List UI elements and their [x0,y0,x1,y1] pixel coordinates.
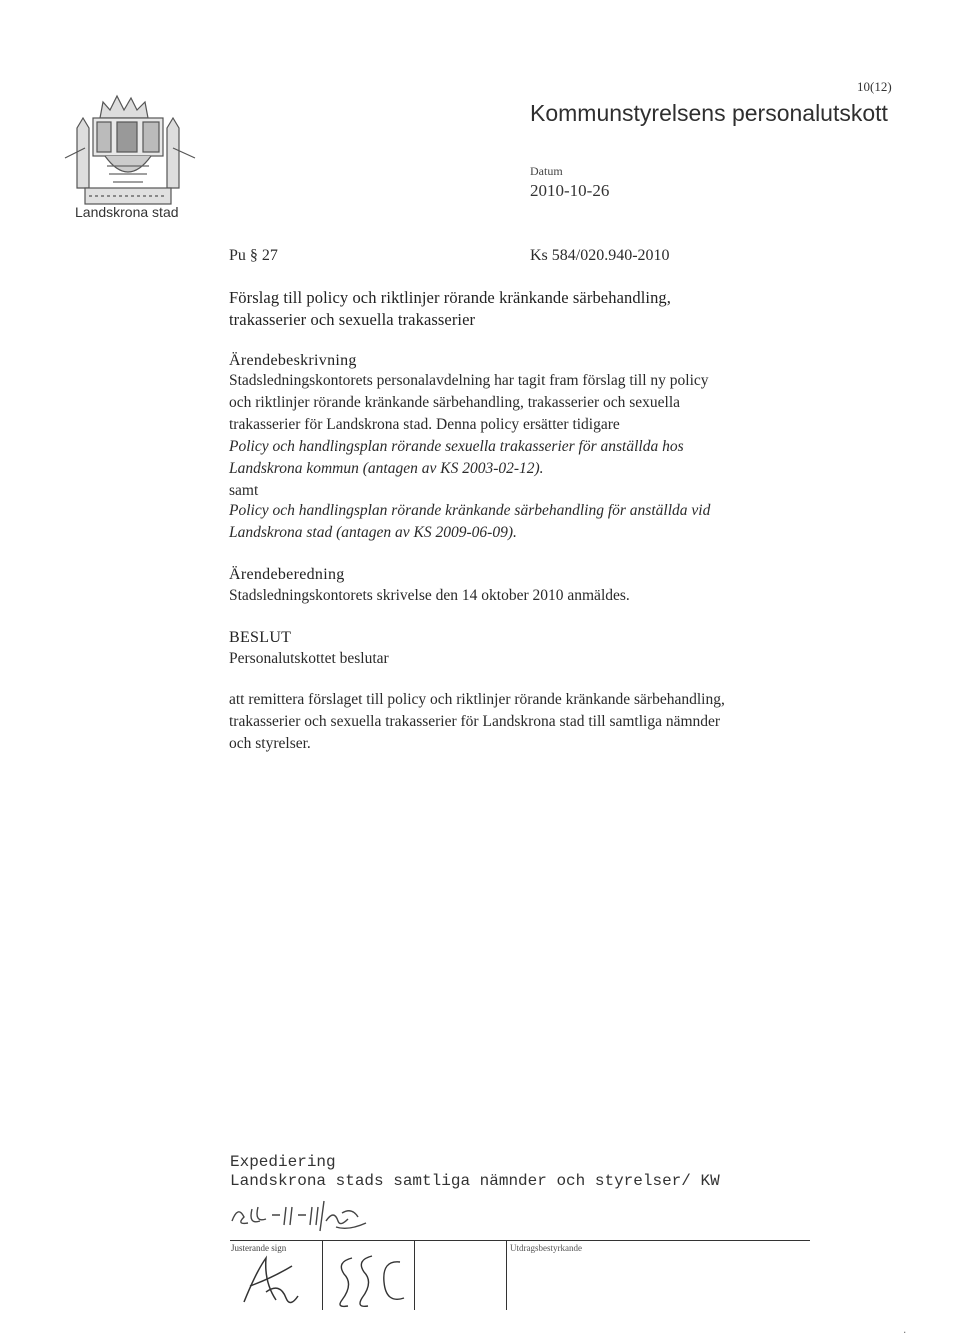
title-line-1: Förslag till policy och riktlinjer rörande kränkande särbehandling, [229,288,671,307]
policy-2-line-1: Policy och handlingsplan rörande kränkande särbehandling för anställda vid [229,502,711,519]
handwritten-date-icon [228,1195,378,1235]
signature-2-icon [330,1248,410,1314]
dispatch-label: Expediering [230,1153,336,1171]
logo-text: Landskrona stad [75,204,179,220]
policy-1-line-2: Landskrona kommun (antagen av KS 2003-02-12). [229,460,544,477]
decision-att-line-2: trakasserier och sexuella trakasserier för Landskrona stad till samtliga nämnder [229,713,721,730]
decision-heading: BESLUT [229,629,292,646]
decision-att-line-1: att remittera förslaget till policy och riktlinjer rörande kränkande särbehandling, [229,691,725,708]
city-coat-of-arms-icon [55,88,205,223]
extract-label: Utdragsbestyrkande [510,1243,582,1253]
dispatch-line: Landskrona stads samtliga nämnder och styrelser/ KW [230,1172,720,1190]
policy-2-line-2: Landskrona stad (antagen av KS 2009-06-09). [229,524,517,541]
date-value: 2010-10-26 [530,181,610,200]
page-number: 10(12) [857,79,892,94]
description-line-1: Stadsledningskontorets personalavdelning har tagit fram förslag till ny policy [229,372,709,389]
decision-att-line-3: och styrelser. [229,735,311,752]
description-heading: Ärendebeskrivning [229,352,357,369]
paragraph-number: Pu § 27 [229,247,278,264]
description-line-3: trakasserier för Landskrona stad. Denna policy ersätter tidigare [229,416,620,433]
preparation-heading: Ärendeberedning [229,566,345,583]
case-number: Ks 584/020.940-2010 [530,247,670,264]
sign-label: Justerande sign [231,1243,287,1253]
title-line-2: trakasserier och sexuella trakasserier [229,310,476,329]
preparation-line-1: Stadsledningskontorets skrivelse den 14 oktober 2010 anmäldes. [229,587,630,604]
description-line-2: och riktlinjer rörande kränkande särbehandling, trakasserier och sexuella [229,394,681,411]
connector-text: samt [229,482,259,499]
policy-1-line-1: Policy och handlingsplan rörande sexuella trakasserier för anställda hos [229,438,684,455]
date-label: Datum [530,164,563,178]
signature-1-icon [236,1252,308,1312]
decision-line-1: Personalutskottet beslutar [229,650,389,667]
committee-name: Kommunstyrelsens personalutskott [530,100,888,126]
